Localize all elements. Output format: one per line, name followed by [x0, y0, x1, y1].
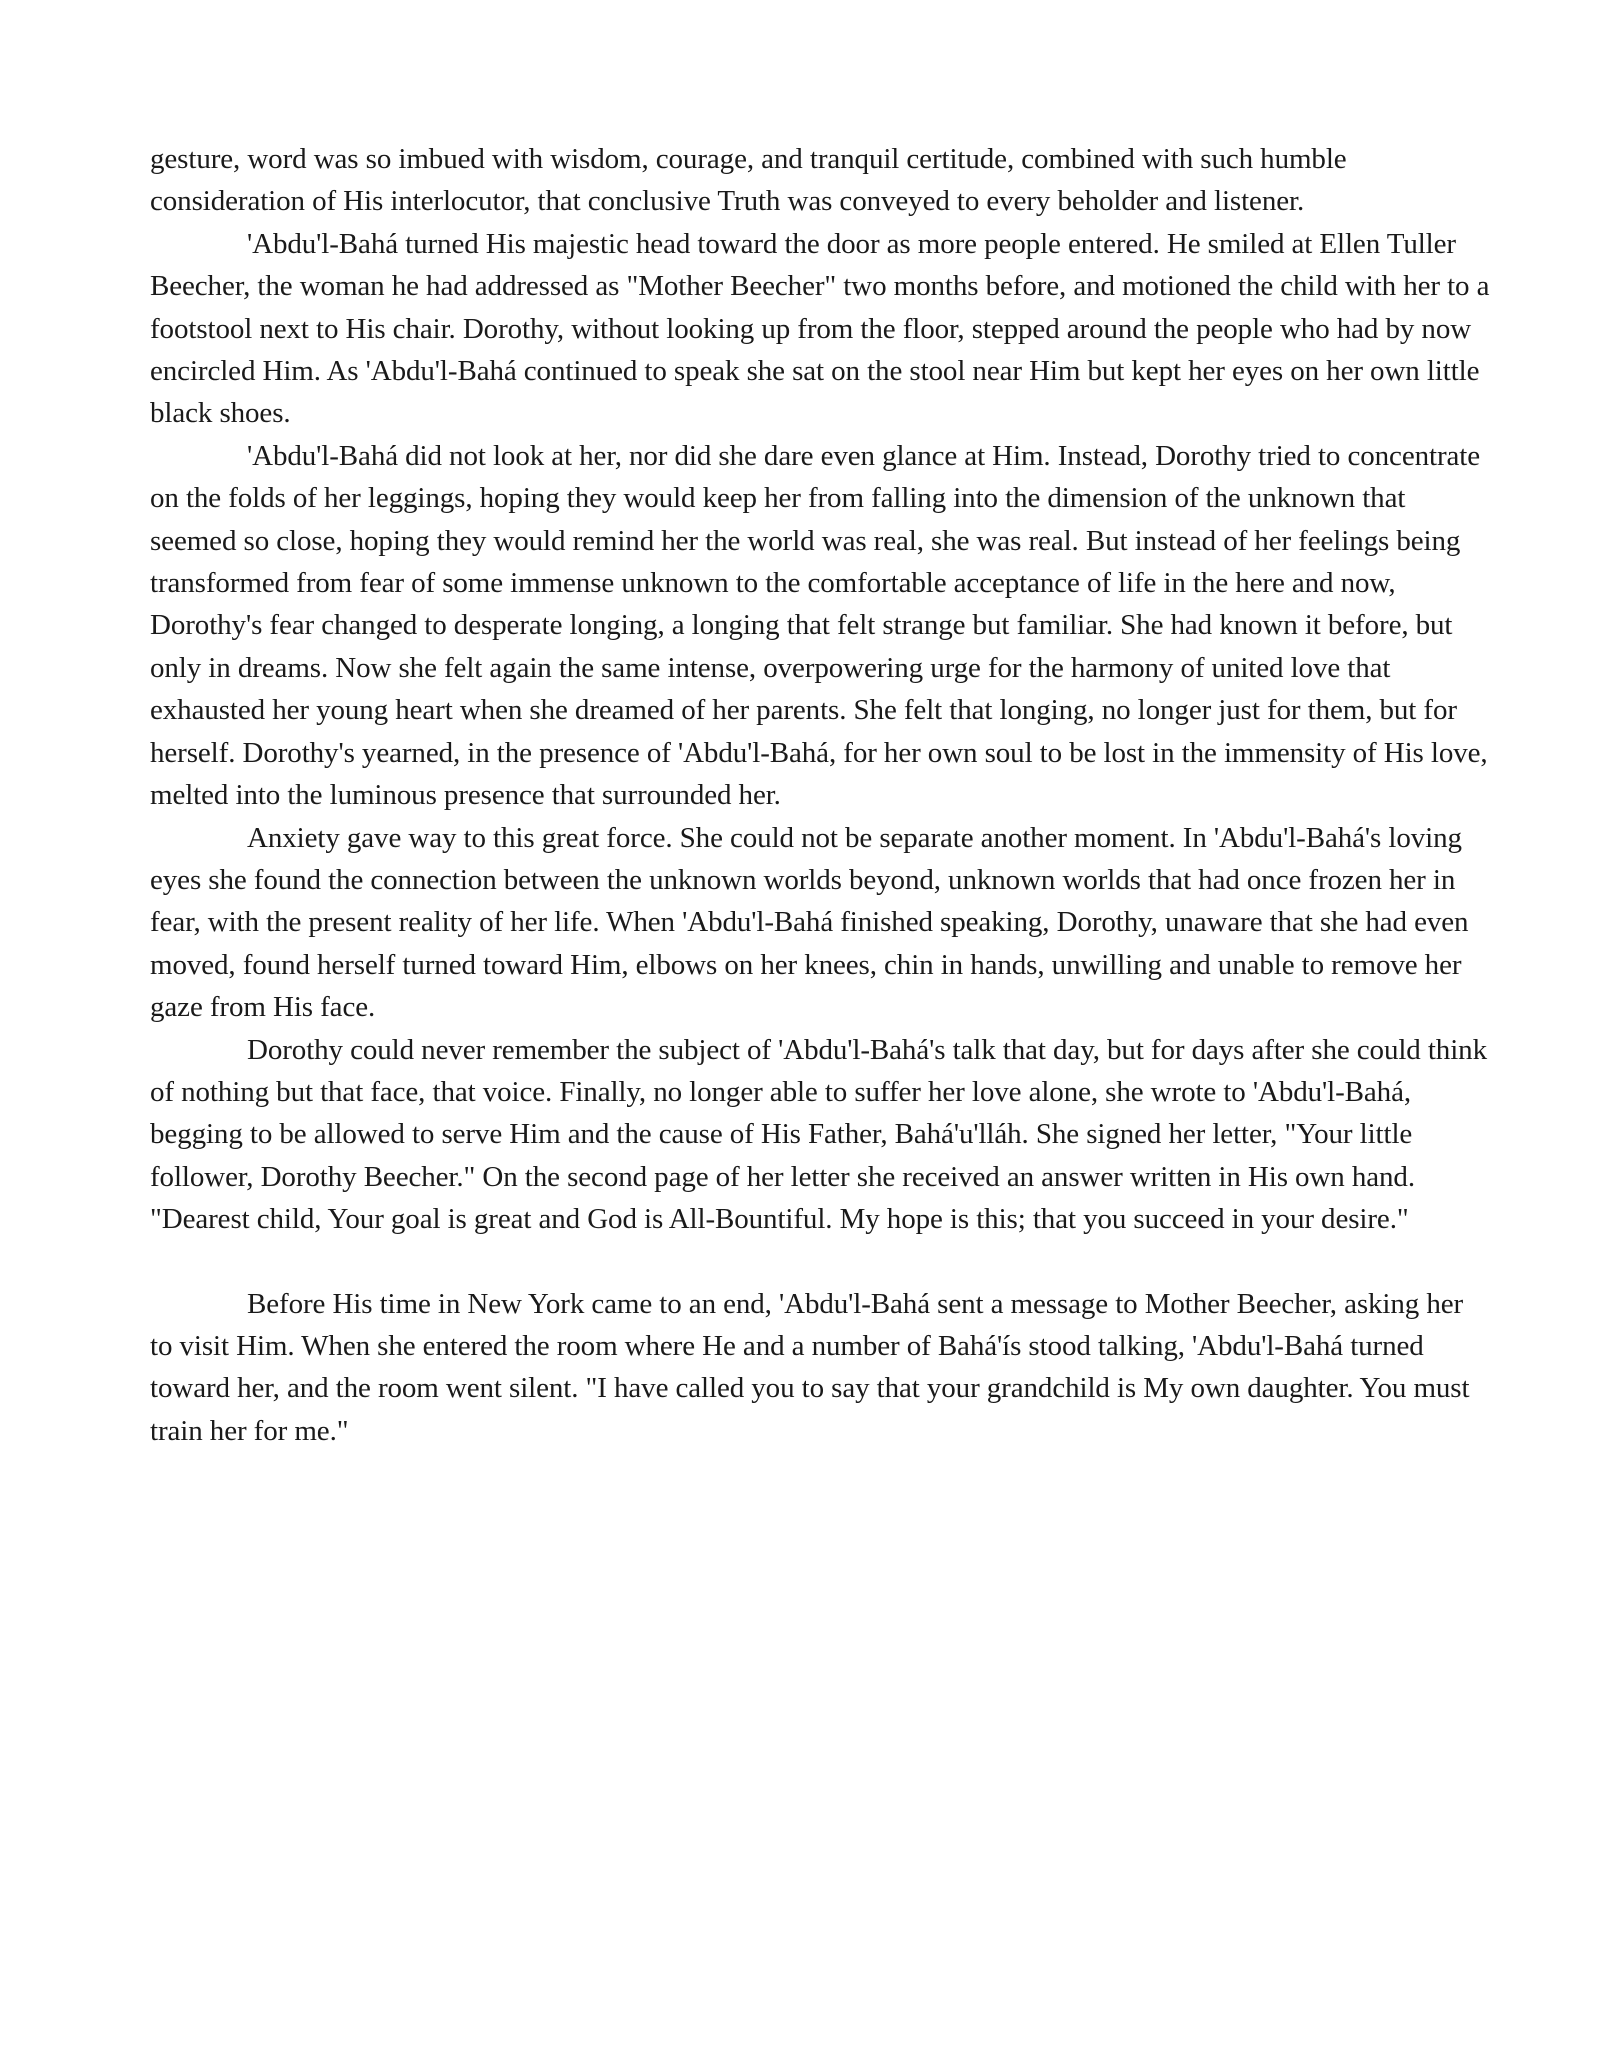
paragraph-3: 'Abdu'l-Bahá did not look at her, nor did she dare even glance at Him. Instead, Dorothy tried to concentrate on the folds of her leggings, hoping they would keep her from falling into the dimension of the unknown that seemed so close, hoping they would remind her the world was real, she was real. But instead of her feelings being transformed from fear of some immense unknown to the comfortable acceptance of life in the here and now, Dorothy's fear changed to desperate longing, a longing that felt strange but familiar. She had known it before, but only in dreams. Now she felt again the same intense, overpowering urge for the harmony of united love that exhausted her young heart when she dreamed of her parents. She felt that longing, no longer just for them, but for herself. Dorothy's yearned, in the presence of 'Abdu'l-Bahá, for her own soul to be lost in the immensity of His love, melted into the luminous presence that surrounded her. [150, 439, 1488, 812]
paragraph-1: gesture, word was so imbued with wisdom, courage, and tranquil certitude, combined with such humble consideration of His interlocutor, that conclusive Truth was conveyed to every beholder and listener. [150, 143, 1347, 218]
body-text [150, 138, 1490, 1452]
paragraph-6: Before His time in New York came to an end, 'Abdu'l-Bahá sent a message to Mother Beecher, asking her to visit Him. When she entered the room where He and a number of Bahá'ís stood talking, 'Abdu'l-Bahá turned toward her, and the room went silent. "I have called you to say that your grandchild is My own daughter. You must train her for me." [150, 1287, 1470, 1447]
paragraph-2: 'Abdu'l-Bahá turned His majestic head toward the door as more people entered. He smiled at Ellen Tuller Beecher, the woman he had addressed as "Mother Beecher" two months before, and motioned the child with her to a footstool next to His chair. Dorothy, without looking up from the floor, stepped around the people who had by now encircled Him. As 'Abdu'l-Bahá continued to speak she sat on the stool near Him but kept her eyes on her own little black shoes. [150, 227, 1490, 430]
paragraph-spacer [150, 1241, 1490, 1283]
paragraph-5: Dorothy could never remember the subject of 'Abdu'l-Bahá's talk that day, but for days after she could think of nothing but that face, that voice. Finally, no longer able to suffer her love alone, she wrote to 'Abdu'l-Bahá, begging to be allowed to serve Him and the cause of His Father, Bahá'u'lláh. She signed her letter, "Your little follower, Dorothy Beecher." On the second page of her letter she received an answer written in His own hand. "Dearest child, Your goal is great and God is All-Bountiful. My hope is this; that you succeed in your desire." [150, 1033, 1487, 1236]
paragraph-4: Anxiety gave way to this great force. She could not be separate another moment. In 'Abdu'l-Bahá's loving eyes she found the connection between the unknown worlds beyond, unknown worlds that had once frozen her in fear, with the present reality of her life. When 'Abdu'l-Bahá finished speaking, Dorothy, unaware that she had even moved, found herself turned toward Him, elbows on her knees, chin in hands, unwilling and unable to remove her gaze from His face. [150, 821, 1469, 1024]
